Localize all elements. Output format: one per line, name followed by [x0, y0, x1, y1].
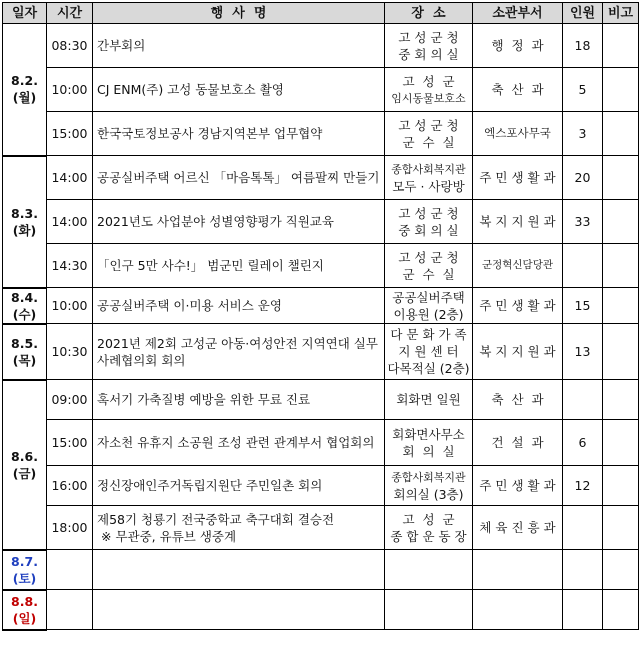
place-line: 종 합 운 동 장: [390, 528, 467, 544]
header-date: 일자: [3, 3, 47, 24]
count-cell: 6: [563, 420, 603, 466]
weekday-label: (목): [12, 352, 37, 368]
date-cell: [3, 590, 47, 630]
place-line: 종합사회복지관: [391, 162, 466, 176]
place-line: 회의실 (3층): [393, 486, 464, 502]
date-label: 8.6.: [11, 448, 38, 464]
time-cell: 15:00: [47, 112, 93, 156]
dept-cell: 행 정 과: [473, 24, 563, 68]
count-cell: [563, 506, 603, 550]
table-row: [3, 324, 639, 380]
table-row: [3, 466, 639, 506]
place-cell: [385, 466, 473, 506]
dept-cell: 복 지 지 원 과: [473, 324, 563, 380]
note-cell: [603, 112, 639, 156]
dept-cell: 군정혁신담당관: [473, 244, 563, 288]
note-cell: [603, 550, 639, 590]
weekday-label: (수): [12, 306, 37, 322]
place-line: 지 원 센 터: [398, 344, 459, 359]
place-line: 회화면사무소: [392, 426, 465, 442]
table-row: [3, 112, 639, 156]
time-cell: 10:00: [47, 288, 93, 324]
date-cell: [3, 156, 47, 288]
header-count: 인원: [563, 3, 603, 24]
date-cell: [3, 380, 47, 550]
count-cell: [563, 244, 603, 288]
place-line: 고 성 군: [402, 511, 455, 527]
date-cell: [3, 550, 47, 590]
table-row: [3, 550, 639, 590]
place-line: 다목적실 (2층): [387, 361, 470, 376]
place-line: 고 성 군 청: [398, 249, 459, 265]
header-note: 비고: [603, 3, 639, 24]
time-cell: 15:00: [47, 420, 93, 466]
place-cell: [385, 24, 473, 68]
place-line: 중 회 의 실: [398, 222, 459, 238]
count-cell: [563, 590, 603, 630]
event-cell: 「인구 5만 사수!」 범군민 릴레이 챌린지: [93, 244, 385, 288]
time-cell: 09:00: [47, 380, 93, 420]
dept-cell: 주 민 생 활 과: [473, 156, 563, 200]
event-cell: [93, 590, 385, 630]
date-label: 8.2.: [11, 73, 38, 89]
header-event: 행 사 명: [93, 3, 385, 24]
note-cell: [603, 24, 639, 68]
table-row: [3, 68, 639, 112]
note-cell: [603, 506, 639, 550]
table-row: [3, 288, 639, 324]
header-place: 장 소: [385, 3, 473, 24]
dept-cell: 엑스포사무국: [473, 112, 563, 156]
dept-cell: [473, 550, 563, 590]
place-line: 이용원 (2층): [393, 306, 464, 322]
event-cell: [93, 550, 385, 590]
count-cell: 20: [563, 156, 603, 200]
table-row: [3, 590, 639, 630]
dept-cell: 건 설 과: [473, 420, 563, 466]
count-cell: 15: [563, 288, 603, 324]
table-row: [3, 420, 639, 466]
date-label: 8.4.: [11, 289, 38, 305]
time-cell: 14:00: [47, 156, 93, 200]
date-label: 8.5.: [11, 335, 38, 351]
event-cell: [93, 506, 385, 550]
place-line: 중 회 의 실: [398, 46, 459, 62]
count-cell: 3: [563, 112, 603, 156]
place-line: 고 성 군 청: [398, 117, 459, 133]
count-cell: [563, 380, 603, 420]
dept-cell: 축 산 과: [473, 68, 563, 112]
note-cell: [603, 156, 639, 200]
time-cell: 10:00: [47, 68, 93, 112]
event-cell: 자소천 유휴지 소공원 조성 관련 관계부서 협업회의: [93, 420, 385, 466]
time-cell: [47, 590, 93, 630]
place-line: 고 성 군 청: [398, 205, 459, 221]
table-row: [3, 156, 639, 200]
dept-cell: 체 육 진 흥 과: [473, 506, 563, 550]
count-cell: 13: [563, 324, 603, 380]
header-row: [3, 3, 639, 24]
dept-cell: 주 민 생 활 과: [473, 288, 563, 324]
event-line: 제58기 청룡기 전국중학교 축구대회 결승전: [97, 511, 335, 527]
dept-cell: [473, 590, 563, 630]
event-cell: 공공실버주택 이·미용 서비스 운영: [93, 288, 385, 324]
date-cell: [3, 324, 47, 380]
place-cell: [385, 380, 473, 420]
weekday-label: (화): [12, 222, 37, 238]
date-label: 8.7.: [11, 553, 38, 569]
count-cell: [563, 550, 603, 590]
note-cell: [603, 324, 639, 380]
time-cell: [47, 550, 93, 590]
place-line: 공공실버주택: [392, 289, 465, 305]
place-cell: [385, 68, 473, 112]
note-cell: [603, 244, 639, 288]
place-line: 종합사회복지관: [391, 470, 466, 484]
table-row: [3, 24, 639, 68]
header-dept: 소관부서: [473, 3, 563, 24]
place-cell: [385, 324, 473, 380]
event-cell: 간부회의: [93, 24, 385, 68]
place-line: 군 수 실: [402, 134, 455, 150]
event-note: ※ 무관중, 유튜브 생중계: [101, 528, 237, 544]
table-row: [3, 200, 639, 244]
header-time: 시간: [47, 3, 93, 24]
count-cell: 18: [563, 24, 603, 68]
place-cell: [385, 506, 473, 550]
dept-cell: 주 민 생 활 과: [473, 466, 563, 506]
dept-cell: 축 산 과: [473, 380, 563, 420]
weekday-label: (금): [12, 465, 37, 481]
weekday-label: (일): [12, 610, 37, 626]
dept-cell: 복 지 지 원 과: [473, 200, 563, 244]
time-cell: 14:30: [47, 244, 93, 288]
count-cell: 12: [563, 466, 603, 506]
weekday-label: (월): [12, 90, 37, 106]
table-row: [3, 506, 639, 550]
date-label: 8.3.: [11, 205, 38, 221]
count-cell: 33: [563, 200, 603, 244]
place-cell: [385, 550, 473, 590]
note-cell: [603, 380, 639, 420]
note-cell: [603, 420, 639, 466]
place-line: 회 의 실: [402, 443, 455, 459]
event-cell: 2021년 제2회 고성군 아동·여성안전 지역연대 실무사례협의회 회의: [93, 324, 385, 380]
place-cell: [385, 112, 473, 156]
count-cell: 5: [563, 68, 603, 112]
place-line: 회화면 일원: [396, 392, 461, 407]
event-cell: CJ ENM(주) 고성 동물보호소 촬영: [93, 68, 385, 112]
note-cell: [603, 288, 639, 324]
table-row: [3, 244, 639, 288]
place-cell: [385, 200, 473, 244]
note-cell: [603, 466, 639, 506]
event-cell: 2021년도 사업분야 성별영향평가 직원교육: [93, 200, 385, 244]
date-cell: [3, 24, 47, 156]
time-cell: 08:30: [47, 24, 93, 68]
table-row: [3, 380, 639, 420]
weekday-label: (토): [12, 570, 37, 586]
time-cell: 16:00: [47, 466, 93, 506]
event-cell: 한국국토정보공사 경남지역본부 업무협약: [93, 112, 385, 156]
time-cell: 18:00: [47, 506, 93, 550]
place-line: 고 성 군: [402, 73, 455, 89]
date-cell: [3, 288, 47, 324]
place-line: 고 성 군 청: [398, 29, 459, 45]
place-cell: [385, 420, 473, 466]
place-line: 군 수 실: [402, 266, 455, 282]
place-cell: [385, 288, 473, 324]
place-line: 모두 · 사랑방: [392, 178, 465, 194]
note-cell: [603, 590, 639, 630]
date-label: 8.8.: [11, 593, 38, 609]
place-cell: [385, 156, 473, 200]
event-cell: 정신장애인주거독립지원단 주민일촌 회의: [93, 466, 385, 506]
place-cell: [385, 590, 473, 630]
place-cell: [385, 244, 473, 288]
note-cell: [603, 200, 639, 244]
time-cell: 14:00: [47, 200, 93, 244]
place-line: 임시동물보호소: [391, 91, 466, 105]
note-cell: [603, 68, 639, 112]
place-line: 다 문 화 가 족: [390, 327, 467, 342]
time-cell: 10:30: [47, 324, 93, 380]
event-cell: 공공실버주택 어르신 「마음톡톡」 여름팔찌 만들기: [93, 156, 385, 200]
event-cell: 혹서기 가축질병 예방을 위한 무료 진료: [93, 380, 385, 420]
schedule-table: [2, 2, 639, 631]
